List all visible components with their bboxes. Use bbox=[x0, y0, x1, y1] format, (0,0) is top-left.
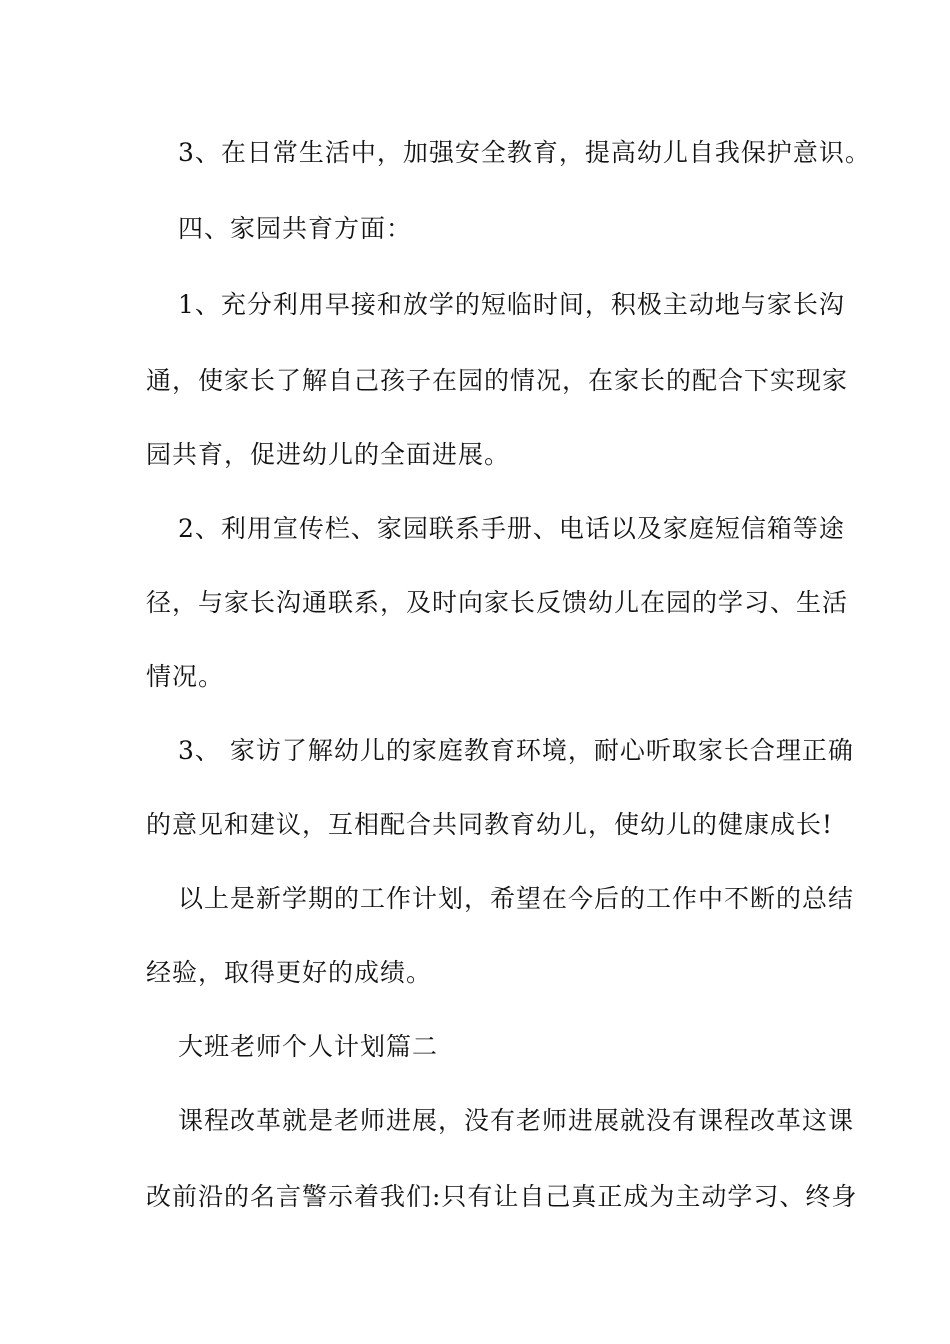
paragraph-line: 1、充分利用早接和放学的短临时间，积极主动地与家长沟 bbox=[178, 290, 845, 319]
paragraph-line: 径，与家长沟通联系，及时向家长反馈幼儿在园的学习、生活 bbox=[146, 588, 849, 617]
paragraph-line: 课程改革就是老师进展，没有老师进展就没有课程改革这课 bbox=[178, 1106, 855, 1135]
section-title: 大班老师个人计划篇二 bbox=[178, 1032, 439, 1061]
section-heading: 四、家园共育方面： bbox=[178, 214, 413, 243]
paragraph-line: 情况。 bbox=[146, 662, 225, 691]
paragraph-line: 改前沿的名言警示着我们:只有让自己真正成为主动学习、终身 bbox=[146, 1182, 858, 1211]
paragraph-line: 园共育，促进幼儿的全面进展。 bbox=[146, 440, 511, 469]
paragraph-line: 经验，取得更好的成绩。 bbox=[146, 958, 433, 987]
paragraph-line: 以上是新学期的工作计划，希望在今后的工作中不断的总结 bbox=[178, 884, 855, 913]
paragraph-line: 3、 家访了解幼儿的家庭教育环境，耐心听取家长合理正确 bbox=[178, 736, 854, 765]
paragraph-line: 2、利用宣传栏、家园联系手册、电话以及家庭短信箱等途 bbox=[178, 514, 845, 543]
paragraph-line: 的意见和建议，互相配合共同教育幼儿，使幼儿的健康成长! bbox=[146, 810, 834, 839]
paragraph-line: 3、在日常生活中，加强安全教育，提高幼儿自我保护意识。 bbox=[178, 138, 871, 167]
paragraph-line: 通，使家长了解自己孩子在园的情况，在家长的配合下实现家 bbox=[146, 366, 849, 395]
